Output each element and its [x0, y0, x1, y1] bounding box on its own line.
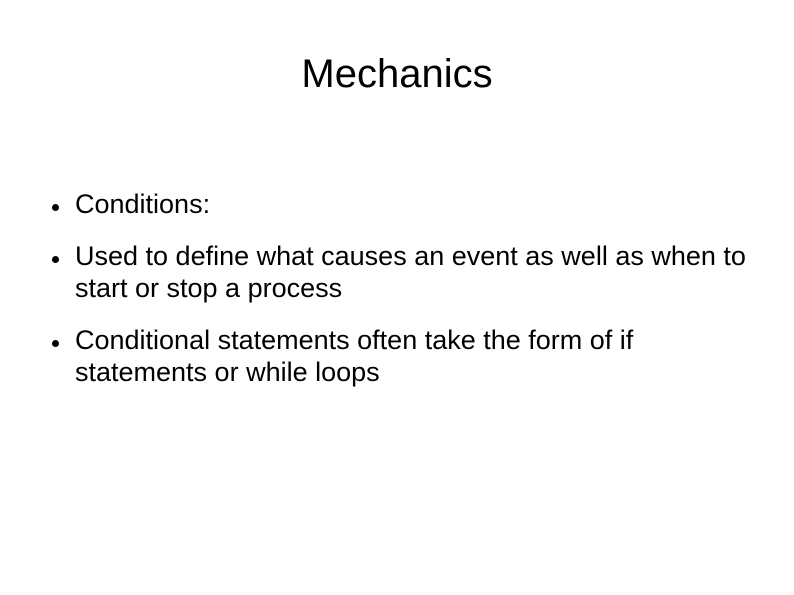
bullet-item-conditions — [52, 188, 772, 220]
bullet-text: Conditional statements often take the form of if statements or while loops — [75, 325, 634, 387]
bullet-text: Used to define what causes an event as well as when to start or stop a process — [75, 241, 746, 303]
bullet-rest: : — [202, 189, 211, 219]
bullet-text — [75, 188, 772, 220]
bullet-item-statements — [52, 324, 772, 388]
slide-title: Mechanics — [301, 52, 493, 96]
bullet-lead: Conditions — [75, 189, 203, 219]
bullet-dot-icon — [52, 256, 59, 263]
bullet-dot-icon — [52, 204, 59, 211]
bullet-item-definition — [52, 240, 772, 304]
bullet-dot-icon — [52, 340, 59, 347]
bullet-list — [52, 188, 772, 408]
